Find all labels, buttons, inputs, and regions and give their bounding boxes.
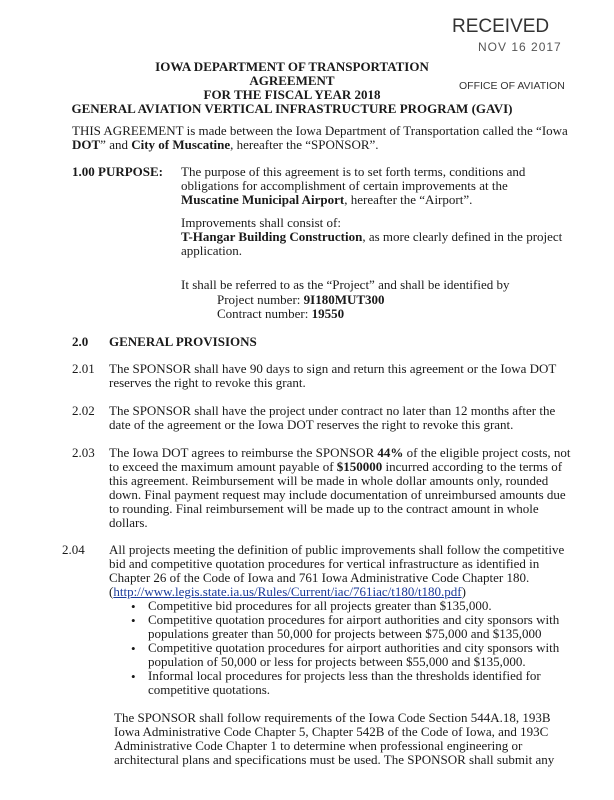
text-line [109,585,564,599]
text-run: Competitive quotation procedures for airport authorities and city sponsors with [148,640,560,655]
text-run: ( [109,584,114,599]
bold-text: T-Hangar Building Construction [181,229,363,244]
text-line [148,655,559,669]
text-run: The SPONSOR shall have 90 days to sign and return this agreement or the Iowa DOT [109,361,557,376]
text-line [109,362,556,376]
bold-text: 19550 [311,306,345,321]
text-run: to rounding. Final reimbursement will be made up to the contract amount in whole [109,501,539,516]
text-run: of the eligible project costs, not [403,445,571,460]
text-run: The purpose of this agreement is to set forth terms, conditions and [181,164,526,179]
text-run: ) [461,584,466,599]
improvements-paragraph [181,216,562,258]
rules-link[interactable]: http://www.legis.state.ia.us/Rules/Current/iac/761iac/t180/t180.pdf [113,584,462,599]
closing-paragraph [114,711,554,767]
text-run: , hereafter the “SPONSOR”. [230,137,379,152]
text-run: competitive quotations. [148,682,271,697]
bold-text: DOT [72,137,101,152]
text-line [217,293,385,307]
text-line [72,138,568,152]
intro-paragraph [72,124,568,152]
text-line [181,278,510,292]
section-2-04-text [109,543,564,599]
text-line [148,669,541,683]
text-line [181,179,525,193]
text-run: Project number: [217,292,304,307]
bold-text: 44% [377,445,404,460]
bullet-icon: • [131,599,136,614]
text-run: incurred according to the terms of [382,459,563,474]
text-run: obligations for accomplishment of certain improvements at the [181,178,508,193]
text-run: date of the agreement or the Iowa DOT reserves the right to revoke this grant. [109,417,514,432]
text-run: Informal local procedures for projects less than the thresholds identified for [148,668,541,683]
section-2-03-text [109,446,571,530]
bold-text: City of Muscatine [131,137,231,152]
text-run: to exceed the maximum amount payable of [109,459,337,474]
header-line: AGREEMENT [249,73,335,88]
bullet-icon: • [131,613,136,628]
bullet-item [148,641,559,669]
text-run: architectural plans and specifications must be used. The SPONSOR shall submit any [114,752,555,767]
text-run: application. [181,243,243,258]
text-line [109,474,571,488]
text-line [109,404,555,418]
text-line [148,683,541,697]
text-line [72,124,568,138]
section-2-01-number: 2.01 [72,361,95,376]
text-line [148,641,559,655]
text-line [114,753,554,767]
text-line [114,725,554,739]
section-2-03-number: 2.03 [72,445,95,460]
bullet-icon: • [131,641,136,656]
text-run: populations greater than 50,000 for projects between $75,000 and $135,000 [148,626,542,641]
text-line [181,230,562,244]
text-run: dollars. [109,515,148,530]
bold-text: 9I180MUT300 [303,292,385,307]
section-2-02-number: 2.02 [72,403,95,418]
text-line [148,627,559,641]
text-line [109,557,564,571]
text-line [109,571,564,585]
text-line [109,460,571,474]
text-run: Competitive bid procedures for all projects greater than $135,000. [148,598,492,613]
text-line [109,446,571,460]
bullet-item [148,613,559,641]
text-run: Improvements shall consist of: [181,215,341,230]
purpose-label: 1.00 PURPOSE: [72,164,163,179]
text-line [148,613,559,627]
section-number: 2.0 [72,334,89,349]
text-run: , as more clearly defined in the project [362,229,563,244]
bullet-item [148,669,541,697]
text-run: population of 50,000 or less for projects between $55,000 and $135,000. [148,654,526,669]
text-run: All projects meeting the definition of public improvements shall follow the competitive [109,542,565,557]
text-run: Administrative Code Chapter 1 to determine when professional engineering or [114,738,523,753]
text-run: , hereafter the “Airport”. [344,192,473,207]
text-run: bid and competitive quotation procedures for vertical infrastructure as identified in [109,556,540,571]
text-run: Competitive quotation procedures for airport authorities and city sponsors with [148,612,560,627]
identified-paragraph [181,278,510,292]
section-2-01-text [109,362,556,390]
text-line [109,418,555,432]
text-line [114,711,554,725]
text-run: The SPONSOR shall have the project under contract no later than 12 months after the [109,403,556,418]
text-run: The Iowa DOT agrees to reimburse the SPONSOR [109,445,378,460]
office-stamp: OFFICE OF AVIATION [459,80,565,92]
bullet-icon: • [131,669,136,684]
text-line [109,543,564,557]
header-line: FOR THE FISCAL YEAR 2018 [203,87,381,102]
text-line [217,307,385,321]
document-header [0,60,584,116]
bold-text: $150000 [336,459,383,474]
text-run: Iowa Administrative Code Chapter 5, Chapter 542B of the Code of Iowa, and 193C [114,724,549,739]
text-line [181,193,525,207]
text-line [181,165,525,179]
section-title: GENERAL PROVISIONS [109,334,257,349]
text-run: ” and [100,137,132,152]
text-line [148,599,492,613]
header-line: IOWA DEPARTMENT OF TRANSPORTATION [155,59,429,74]
text-line [114,739,554,753]
text-line [181,244,562,258]
bullet-item [148,599,492,613]
text-line [109,516,571,530]
project-ids [217,293,385,321]
text-run: It shall be referred to as the “Project” and shall be identified by [181,277,510,292]
text-run: down. Final payment request may include documentation of unreimbursed amounts due [109,487,566,502]
text-run: Contract number: [217,306,312,321]
text-line [181,216,562,230]
section-2-04-number: 2.04 [62,542,85,557]
text-run: THIS AGREEMENT is made between the Iowa Department of Transportation called the “Iowa [72,123,568,138]
text-line [109,376,556,390]
section-2-02-text [109,404,555,432]
received-stamp: RECEIVED [452,16,550,37]
purpose-body [181,165,525,207]
received-date: NOV 16 2017 [478,40,562,54]
text-run: The SPONSOR shall follow requirements of the Iowa Code Section 544A.18, 193B [114,710,551,725]
bold-text: Muscatine Municipal Airport [181,192,345,207]
text-run: reserves the right to revoke this grant. [109,375,306,390]
text-line [109,488,571,502]
text-line [109,502,571,516]
text-run: this agreement. Reimbursement will be made in whole dollar amounts only, rounded [109,473,549,488]
header-line: GENERAL AVIATION VERTICAL INFRASTRUCTURE PROGRAM (GAVI) [71,101,513,116]
text-run: Chapter 26 of the Code of Iowa and 761 Iowa Administrative Code Chapter 180. [109,570,530,585]
